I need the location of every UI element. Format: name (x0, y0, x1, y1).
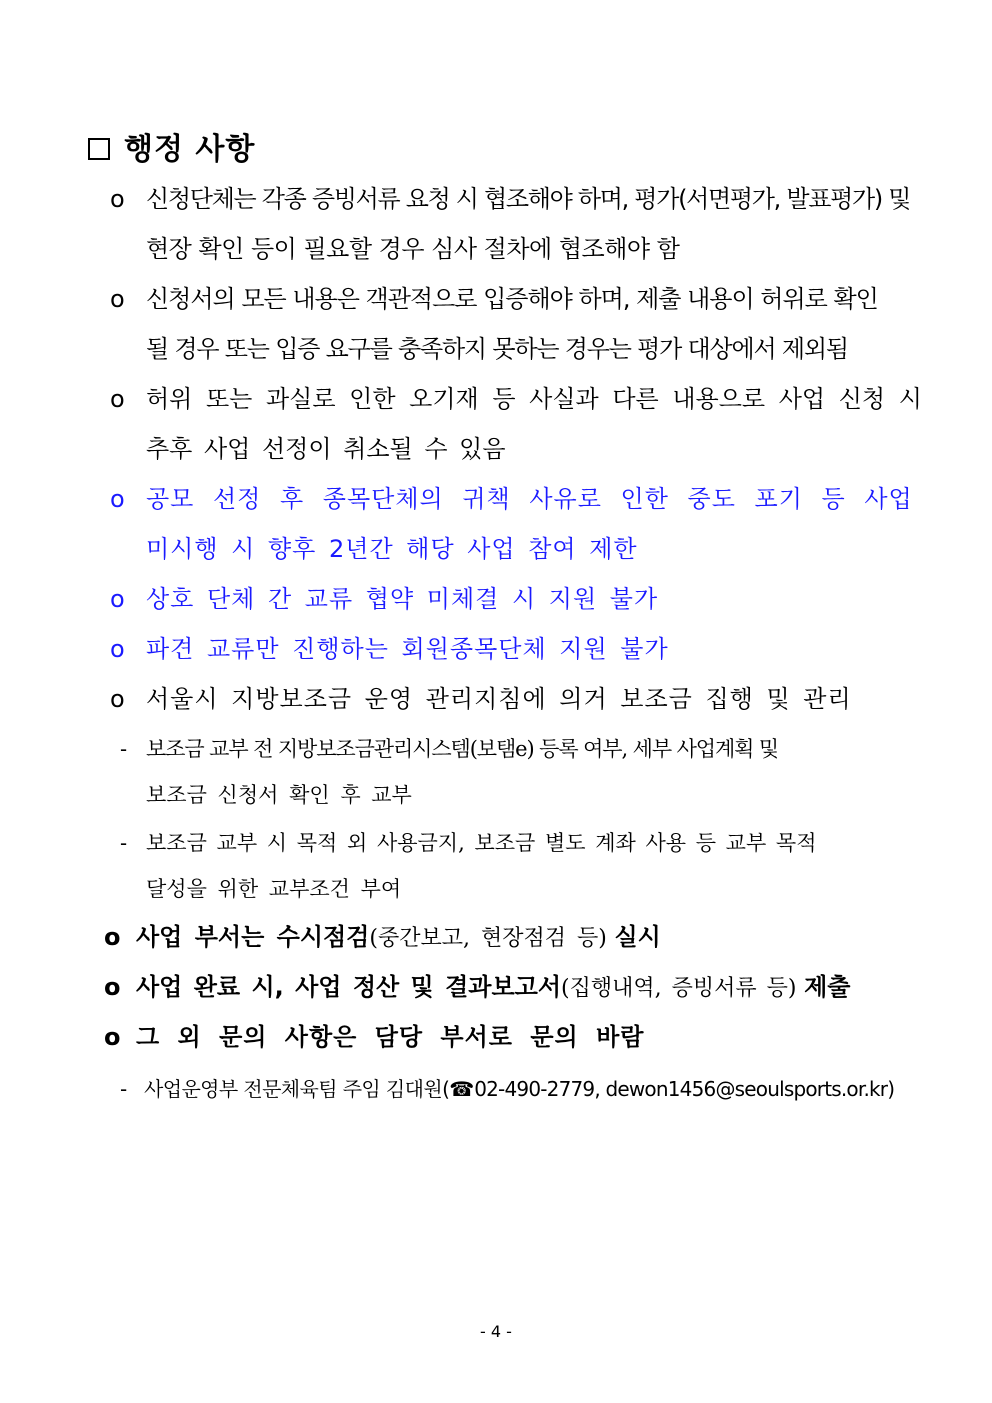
page-number: - 4 - (480, 1322, 512, 1341)
bullet-item-5 (110, 584, 658, 614)
dash-mark: - (120, 831, 128, 855)
bullet-text: 허위 또는 과실로 인한 오기재 등 사실과 다른 내용으로 사업 신청 시 (146, 385, 922, 413)
bullet-mark: o (104, 1023, 121, 1051)
bullet-mark: o (104, 923, 121, 951)
bullet-item-4-line-1 (110, 484, 913, 514)
bullet-item-8 (104, 922, 661, 954)
bullet-text-bold: 사업 완료 시, 사업 정산 및 결과보고서 (136, 973, 562, 1001)
bullet-item-4-line-2 (146, 534, 638, 564)
bullet-text: 신청서의 모든 내용은 객관적으로 입증해야 하며, 제출 내용이 허위로 확인 (146, 285, 878, 313)
bullet-item-2-line-1 (110, 284, 878, 314)
bullet-item-1-line-2 (146, 234, 679, 264)
bullet-mark: o (110, 635, 125, 663)
section-title-text: 행정 사항 (124, 132, 256, 167)
bullet-mark: o (110, 385, 125, 413)
bullet-item-1-line-1 (110, 184, 910, 214)
bullet-text: 추후 사업 선정이 취소될 수 있음 (146, 435, 506, 463)
bullet-item-2-line-2 (146, 334, 848, 364)
bullet-text-bold: 사업 부서는 수시점검 (136, 923, 370, 951)
bullet-text-bold-end: 제출 (804, 973, 851, 1001)
bullet-item-3-line-1 (110, 384, 922, 414)
phone-icon: ☎ (449, 1077, 475, 1101)
bullet-mark: o (110, 285, 125, 313)
dash-item-1-line-1 (120, 734, 778, 764)
bullet-text: 서울시 지방보조금 운영 관리지침에 의거 보조금 집행 및 관리 (146, 685, 852, 713)
bullet-text: 파견 교류만 진행하는 회원종목단체 지원 불가 (146, 635, 669, 663)
bullet-text-paren: (중간보고, 현장점검 등) (369, 926, 607, 951)
checkbox-square-icon (88, 138, 110, 160)
bullet-text-bold-end: 실시 (614, 923, 661, 951)
bullet-item-3-line-2 (146, 434, 506, 464)
dash-item-2-line-1 (120, 828, 817, 858)
section-title (88, 124, 255, 168)
contact-details: 02-490-2779, dewon1456@seoulsports.or.kr) (474, 1077, 895, 1101)
bullet-item-7 (110, 684, 852, 714)
bullet-item-10 (104, 1022, 644, 1052)
bullet-text: 그 외 문의 사항은 담당 부서로 문의 바람 (136, 1023, 645, 1051)
bullet-text: 상호 단체 간 교류 협약 미체결 시 지원 불가 (146, 585, 659, 613)
bullet-mark: o (110, 585, 125, 613)
dash-text: 보조금 교부 시 목적 외 사용금지, 보조금 별도 계좌 사용 등 교부 목적 (146, 831, 817, 855)
dash-mark: - (120, 737, 128, 761)
bullet-text: 미시행 시 향후 2년간 해당 사업 참여 제한 (146, 535, 638, 563)
bullet-text: 공모 선정 후 종목단체의 귀책 사유로 인한 중도 포기 등 사업 (146, 485, 913, 513)
bullet-item-6 (110, 634, 669, 664)
bullet-text: 신청단체는 각종 증빙서류 요청 시 협조해야 하며, 평가(서면평가, 발표평가) 및 (146, 185, 911, 213)
bullet-mark: o (110, 185, 125, 213)
dash-item-1-line-2 (146, 780, 412, 810)
dash-text: 보조금 교부 전 지방보조금관리시스템(보탬e) 등록 여부, 세부 사업계획 및 (146, 737, 779, 761)
bullet-item-9 (104, 972, 850, 1004)
contact-line (120, 1074, 894, 1104)
dash-text: 달성을 위한 교부조건 부여 (146, 877, 402, 901)
bullet-mark: o (110, 485, 125, 513)
dash-mark: - (120, 1077, 128, 1101)
bullet-text-paren: (집행내역, 증빙서류 등) (561, 976, 797, 1001)
dash-text: 보조금 신청서 확인 후 교부 (146, 783, 412, 807)
bullet-text: 될 경우 또는 입증 요구를 충족하지 못하는 경우는 평가 대상에서 제외됨 (146, 335, 848, 363)
bullet-text: 현장 확인 등이 필요할 경우 심사 절차에 협조해야 함 (146, 235, 680, 263)
contact-name: 사업운영부 전문체육팀 주임 김대원( (144, 1077, 450, 1101)
bullet-mark: o (110, 685, 125, 713)
bullet-mark: o (104, 973, 121, 1001)
dash-item-2-line-2 (146, 874, 401, 904)
